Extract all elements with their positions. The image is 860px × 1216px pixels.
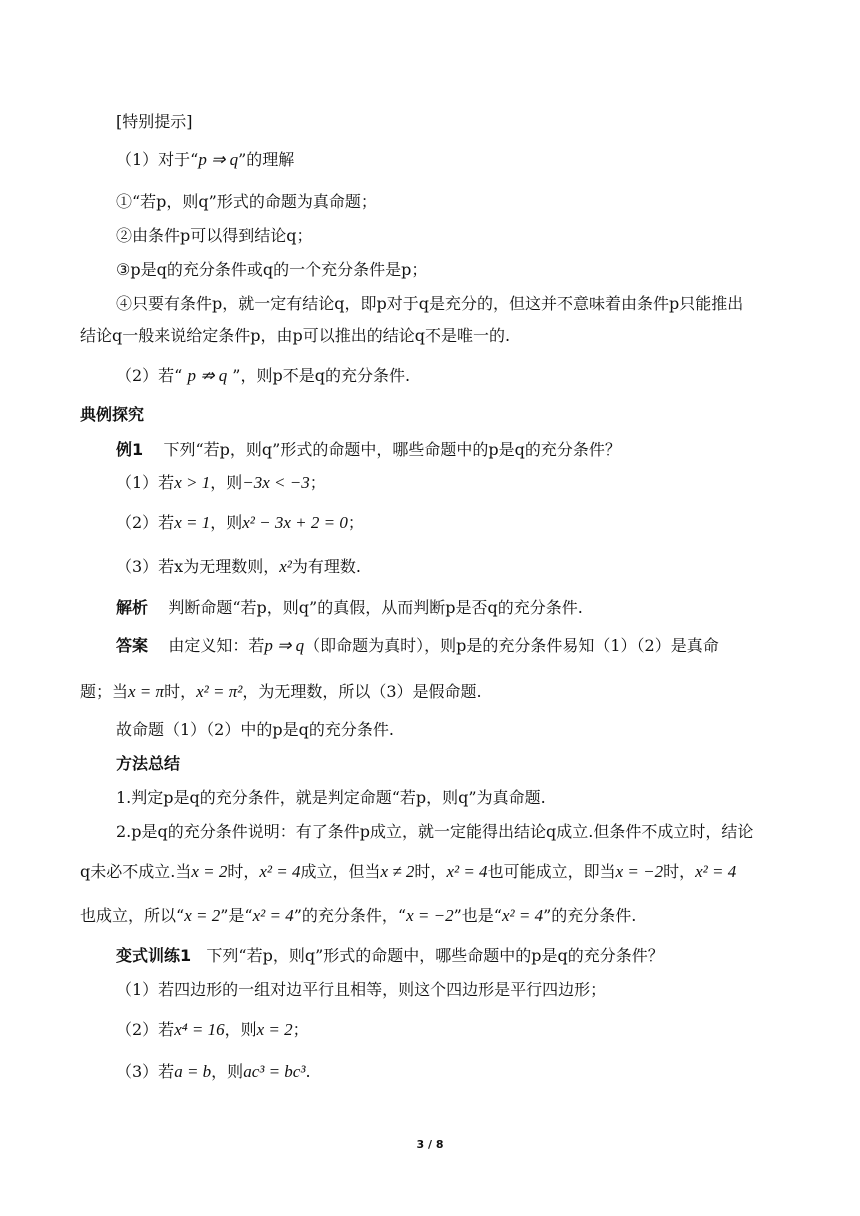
method-point-2-line-2: q未必不成立.当x = 2时，x² = 4成立，但当x ≠ 2时，x² = 4也可能成立，即当x = −2时，x² = 4 bbox=[80, 862, 737, 881]
exercise-1-case-3: （3）若a = b，则ac³ = bc³. bbox=[116, 1062, 311, 1081]
tip-item-1: ①“若p，则q”形式的命题为真命题； bbox=[116, 192, 377, 211]
tip-point-1: （1）对于“p ⇒ q”的理解 bbox=[116, 150, 295, 169]
special-tip-heading: [特别提示] bbox=[116, 112, 193, 131]
example-1-case-2: （2）若x = 1，则x² − 3x + 2 = 0； bbox=[116, 513, 364, 532]
tip-item-3: ③p是q的充分条件或q的一个充分条件是p； bbox=[116, 260, 428, 279]
example-1-answer-line-1: 答案 由定义知：若p ⇒ q（即命题为真时），则p是的充分条件易知（1）（2）是真命 bbox=[116, 636, 719, 655]
tip-item-4-line-2: 结论q一般来说给定条件p，由p可以推出的结论q不是唯一的. bbox=[80, 326, 511, 345]
example-1-question: 例1 下列“若p，则q”形式的命题中，哪些命题中的p是q的充分条件？ bbox=[116, 440, 621, 459]
answer-label: 答案 bbox=[116, 636, 149, 655]
tip-item-2: ②由条件p可以得到结论q； bbox=[116, 226, 313, 245]
example-1-case-1: （1）若x > 1，则−3x < −3； bbox=[116, 473, 326, 492]
analysis-label: 解析 bbox=[116, 598, 149, 617]
method-point-1: 1.判定p是q的充分条件，就是判定命题“若p，则q”为真命题. bbox=[116, 788, 546, 807]
method-summary-title: 方法总结 bbox=[116, 754, 181, 773]
example-1-analysis: 解析 判断命题“若p，则q”的真假，从而判断p是否q的充分条件. bbox=[116, 598, 583, 617]
tip-item-4-line-1: ④只要有条件p，就一定有结论q，即p对于q是充分的，但这并不意味着由条件p只能推出 bbox=[116, 294, 744, 313]
page-number: 3 / 8 bbox=[416, 1138, 444, 1151]
example-1-case-3: （3）若x为无理数则，x²为有理数. bbox=[116, 557, 361, 576]
tip-point-2: （2）若“ p ⇏ q ”，则p不是q的充分条件. bbox=[116, 366, 411, 385]
exercise-1-case-2: （2）若x⁴ = 16，则x = 2； bbox=[116, 1020, 309, 1039]
method-point-2-line-1: 2.p是q的充分条件说明：有了条件p成立，就一定能得出结论q成立.但条件不成立时，结论 bbox=[116, 822, 754, 841]
section-title: 典例探究 bbox=[80, 405, 145, 424]
example-1-label: 例1 bbox=[116, 440, 144, 459]
exercise-1-label: 变式训练1 bbox=[116, 946, 192, 965]
example-1-answer-line-2: 题；当x = π时，x² = π²，为无理数，所以（3）是假命题. bbox=[80, 682, 482, 701]
method-point-2-line-3: 也成立，所以“x = 2”是“x² = 4”的充分条件，“x = −2”也是“x² = 4”的充分条件. bbox=[80, 906, 637, 925]
exercise-1-case-1: （1）若四边形的一组对边平行且相等，则这个四边形是平行四边形； bbox=[116, 980, 607, 999]
example-1-conclusion: 故命题（1）（2）中的p是q的充分条件. bbox=[116, 720, 394, 739]
exercise-1-question: 变式训练1 下列“若p，则q”形式的命题中，哪些命题中的p是q的充分条件？ bbox=[116, 946, 664, 965]
